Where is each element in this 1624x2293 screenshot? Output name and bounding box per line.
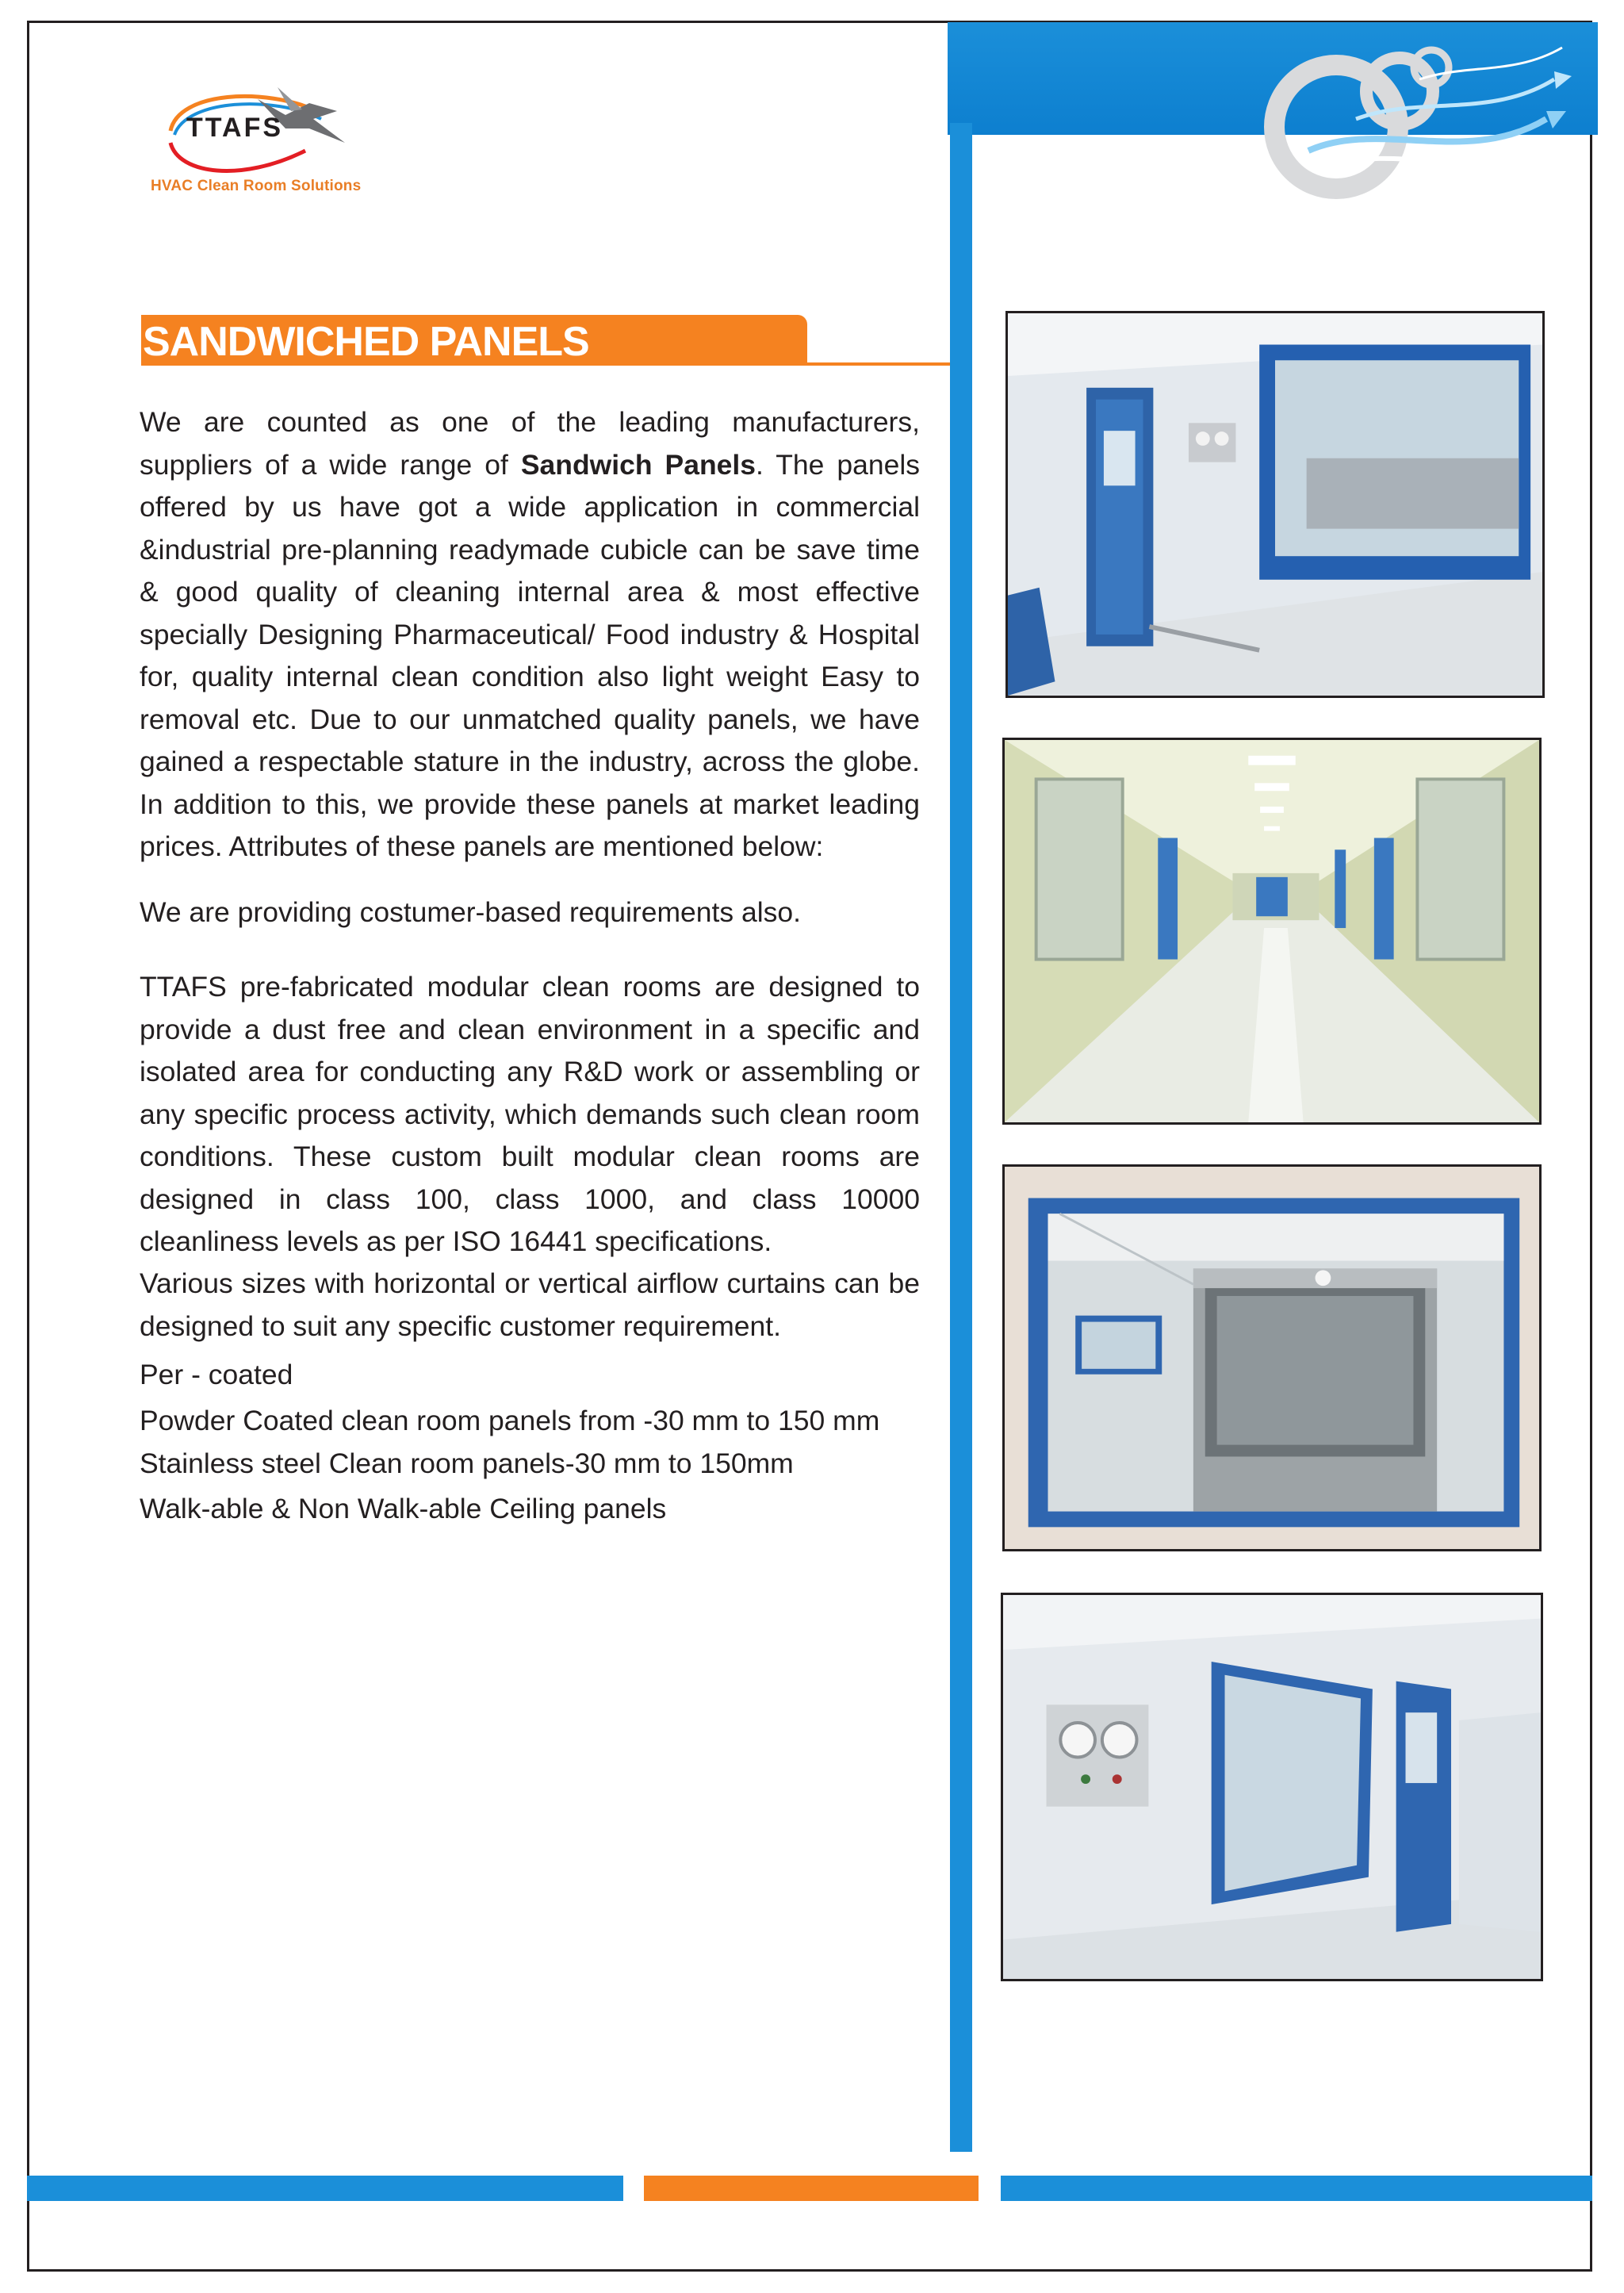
list-item-precoated: Per - coated (140, 1359, 293, 1390)
list-item-ceiling: Walk-able & Non Walk-able Ceiling panels (140, 1493, 667, 1524)
photo-laminar-unit (1002, 1164, 1542, 1551)
intro-text-end: . The panels offered by us have got a wide application in commercial &industrial pre-planning readymade cubicle can be save time & good quality of cleaning internal area & most effective specially Designing Pharmaceutical/ Food industry & Hospital for, quality internal clean condition also light weight Easy to removal etc. Due to our unmatched quality panels, we have gained a respectable stature in the industry, across the globe. In addition to this, we provide these panels at market leading prices. Attributes of these panels are mentioned below: (140, 448, 921, 862)
airflow-paragraph: Various sizes with horizontal or vertical airflow curtains can be designed to suit any specific customer requirement. (140, 1267, 920, 1342)
photo-gauges-window (1001, 1593, 1543, 1981)
airflow-swirl-graphic (1261, 32, 1578, 230)
intro-text-start: We are counted as one of the leading manufacturers, suppliers of a wide range of (140, 406, 920, 481)
photo-corridor (1002, 738, 1542, 1125)
footer-bar-center (644, 2176, 979, 2201)
requirements-line: We are providing costumer-based requirements also. (140, 896, 801, 928)
vertical-divider-bar (950, 123, 972, 2152)
photo-door-window (1005, 311, 1545, 698)
brand-name: TTAFS (186, 113, 284, 143)
footer-bar-left (27, 2176, 623, 2201)
list-item-powder-coated: Powder Coated clean room panels from -30 mm to 150 mm (140, 1405, 880, 1436)
clean-room-paragraph: TTAFS pre-fabricated modular clean rooms are designed to provide a dust free and clean environment in a specific and isolated area for conducting any R&D work or assembling or any specific process activity, which demands such clean room conditions. These custom built modular clean rooms are designed in class 100, class 1000, and class 10000 cleanliness levels as per ISO 16441 specifications. (140, 971, 920, 1257)
footer-bar-right (1001, 2176, 1592, 2201)
intro-paragraph (140, 401, 920, 869)
section-title: SANDWICHED PANELS (143, 319, 589, 365)
intro-text-bold: Sandwich Panels (520, 448, 756, 481)
title-underline (807, 362, 950, 366)
brand-tagline: HVAC Clean Room Solutions (151, 178, 362, 194)
list-item-stainless: Stainless steel Clean room panels-30 mm to 150mm (140, 1448, 794, 1479)
